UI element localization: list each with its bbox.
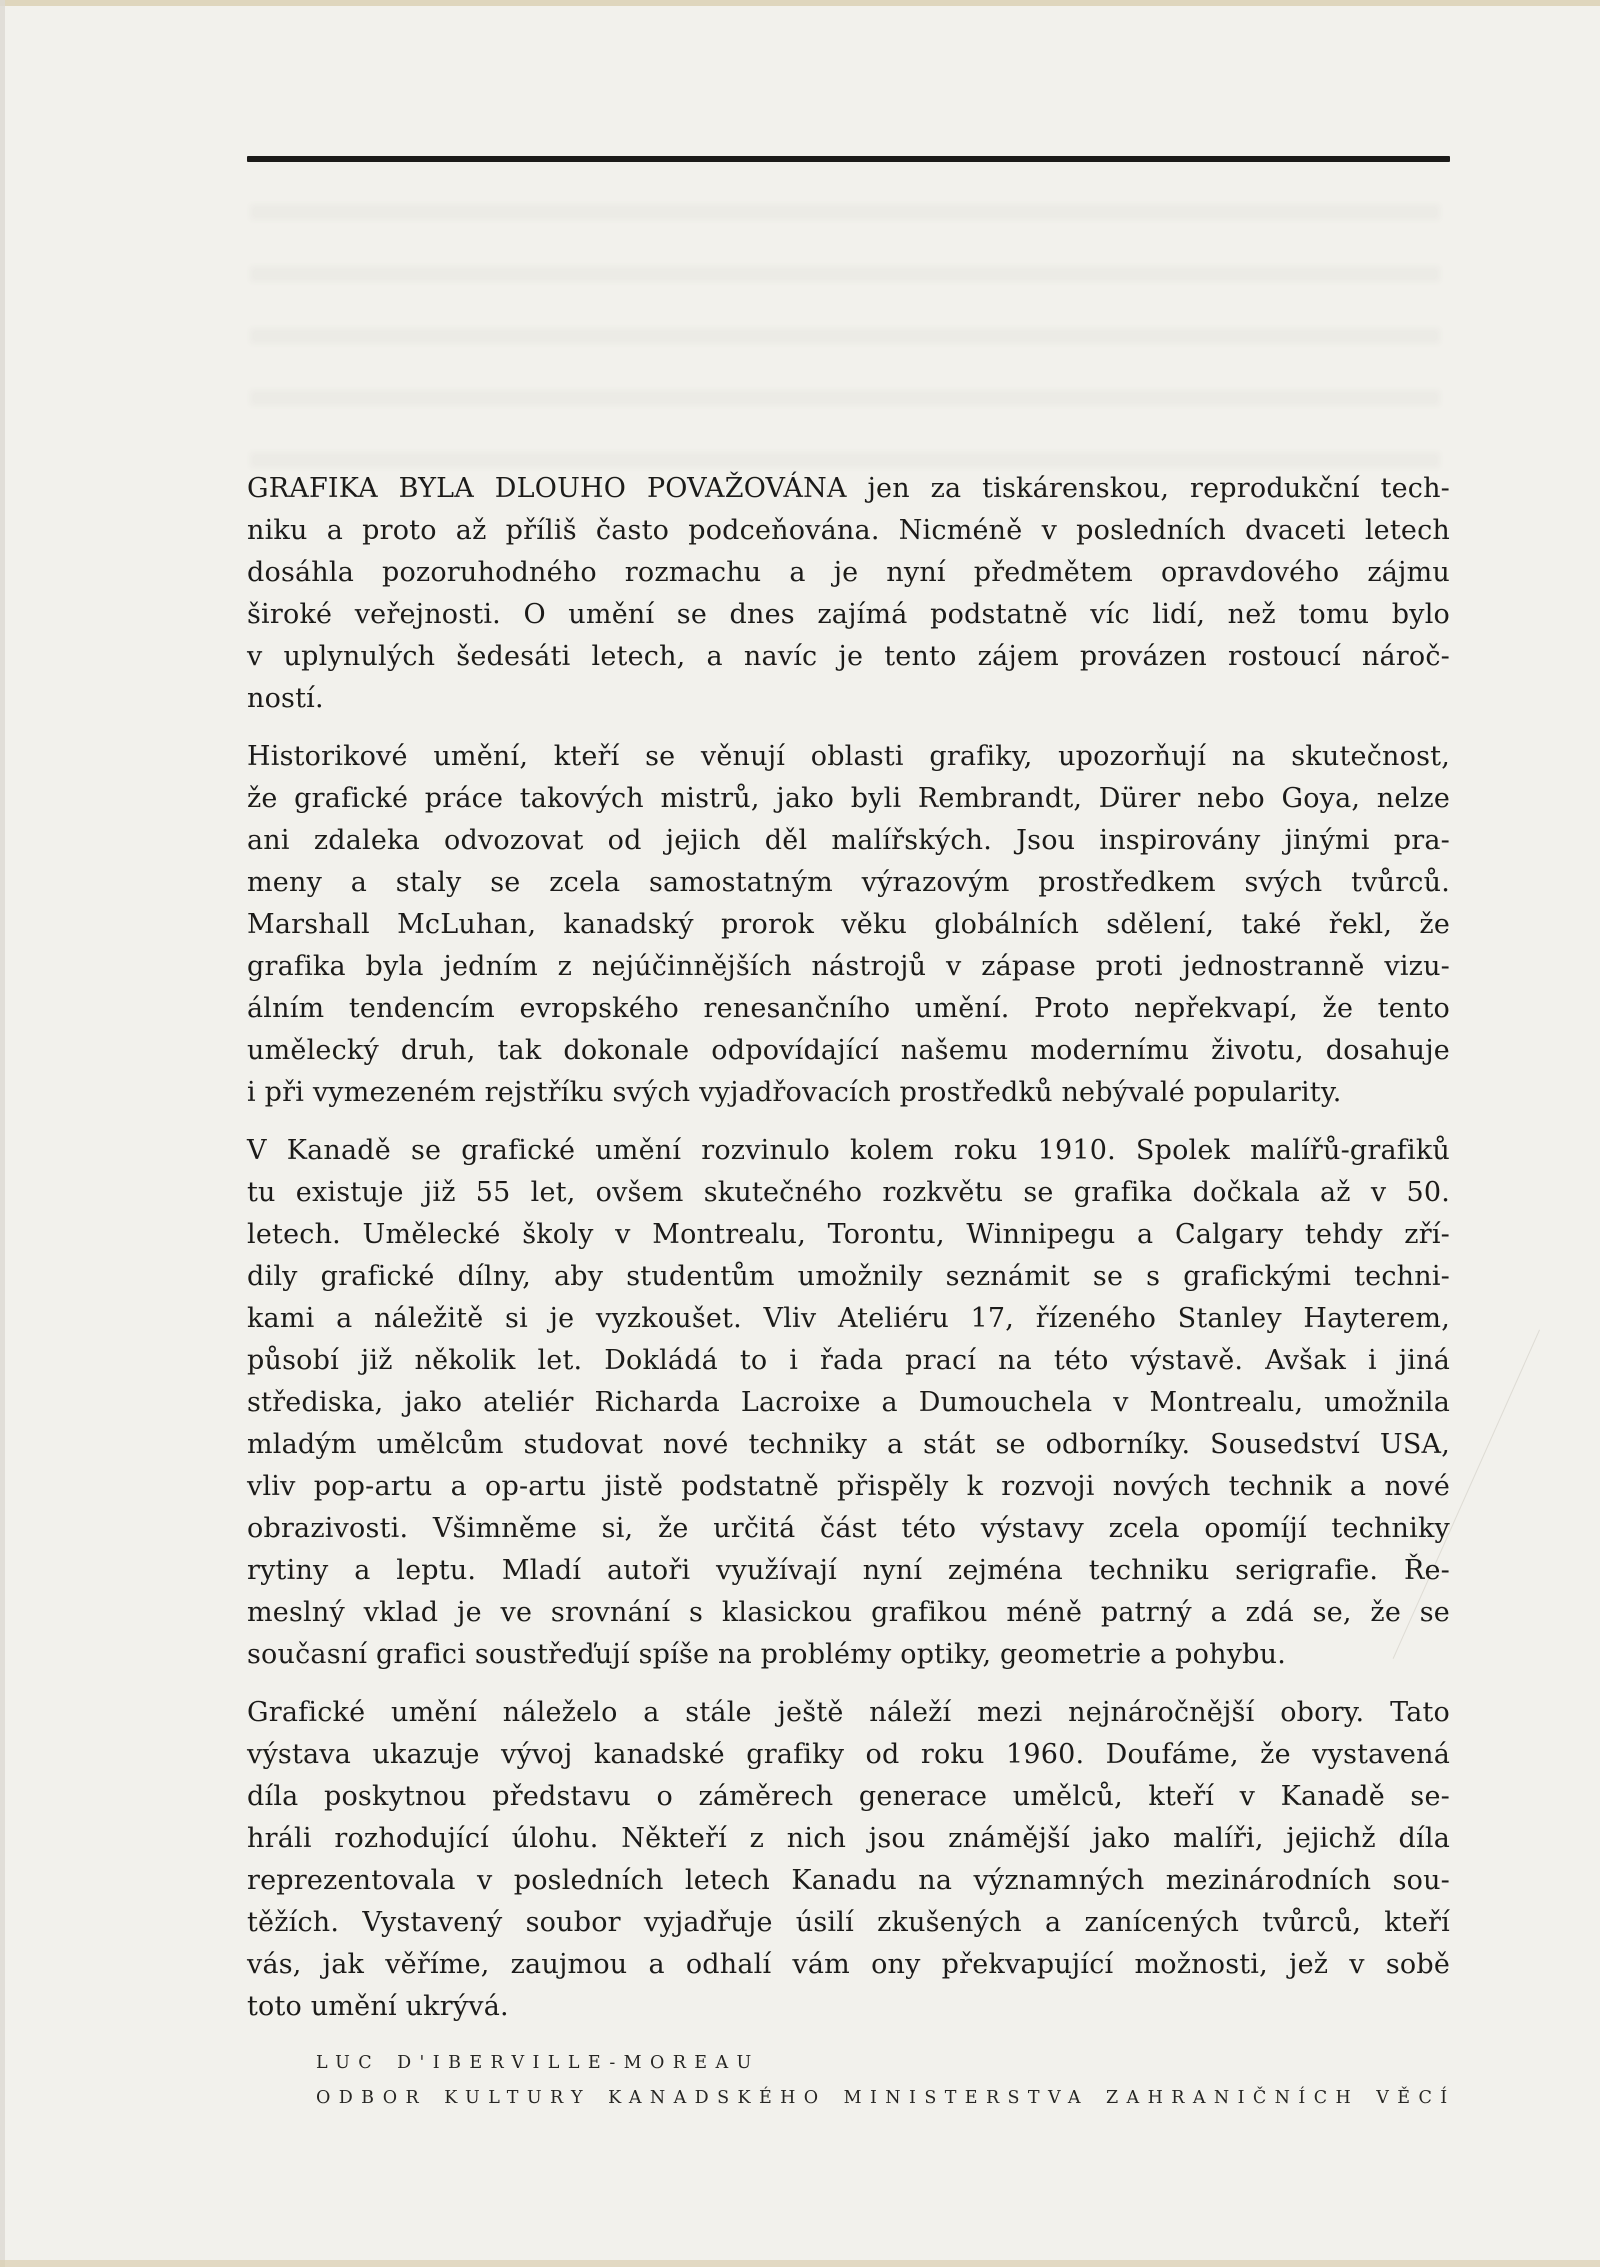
text-line: umělecký druh, tak dokonale odpovídající našemu modernímu životu, dosahuje [247, 1035, 1450, 1066]
text-line: obrazivosti. Všimněme si, že určitá část této výstavy zcela opomíjí techniky [247, 1513, 1450, 1544]
text-line: hráli rozhodující úlohu. Někteří z nich jsou známější jako malíři, jejichž díla [247, 1823, 1450, 1854]
text-line: reprezentovala v posledních letech Kanadu na významných mezinárodních sou- [247, 1865, 1450, 1896]
text-line: rytiny a leptu. Mladí autoři využívají nyní zejména techniku serigrafie. Ře- [247, 1555, 1450, 1586]
top-horizontal-rule [247, 156, 1450, 162]
text-line: dily grafické dílny, aby studentům umožnily seznámit se s grafickými techni- [247, 1261, 1450, 1292]
text-line: i při vymezeném rejstříku svých vyjadřovacích prostředků nebývalé popularity. [247, 1077, 1342, 1108]
signature-author: LUC D'IBERVILLE-MOREAU [316, 2053, 760, 2073]
text-line: střediska, jako ateliér Richarda Lacroixe a Dumouchela v Montrealu, umožnila [247, 1387, 1450, 1418]
text-line: toto umění ukrývá. [247, 1991, 509, 2022]
signature-department: ODBOR KULTURY KANADSKÉHO MINISTERSTVA ZAHRANIČNÍCH VĚCÍ [316, 2088, 1456, 2108]
text-line: meny a staly se zcela samostatným výrazovým prostředkem svých tvůrců. [247, 867, 1450, 898]
text-line: letech. Umělecké školy v Montrealu, Torontu, Winnipegu a Calgary tehdy zří- [247, 1219, 1450, 1250]
text-line: álním tendencím evropského renesančního umění. Proto nepřekvapí, že tento [247, 993, 1450, 1024]
text-line: působí již několik let. Dokládá to i řada prací na této výstavě. Avšak i jiná [247, 1345, 1450, 1376]
text-line: výstava ukazuje vývoj kanadské grafiky od roku 1960. Doufáme, že vystavená [247, 1739, 1450, 1770]
text-line: ností. [247, 683, 324, 714]
text-line: dosáhla pozoruhodného rozmachu a je nyní předmětem opravdového zájmu [247, 557, 1450, 588]
text-line: vás, jak věříme, zaujmou a odhalí vám ony překvapující možnosti, jež v sobě [247, 1949, 1450, 1980]
signature-block [316, 2046, 1476, 2116]
body-paragraph-2 [247, 736, 1450, 1114]
body-paragraph-1 [247, 468, 1450, 720]
text-line: tu existuje již 55 let, ovšem skutečného rozkvětu se grafika dočkala až v 50. [247, 1177, 1450, 1208]
text-line: díla poskytnou představu o záměrech generace umělců, kteří v Kanadě se- [247, 1781, 1450, 1812]
text-line: meslný vklad je ve srovnání s klasickou grafikou méně patrný a zdá se, že se [247, 1597, 1450, 1628]
text-line: mladým umělcům studovat nové techniky a stát se odborníky. Sousedství USA, [247, 1429, 1450, 1460]
scan-edge-top [0, 0, 1600, 6]
body-text [247, 468, 1450, 2044]
body-paragraph-3 [247, 1130, 1450, 1676]
scan-edge-left [0, 0, 5, 2267]
text-line: Grafické umění náleželo a stále ještě náleží mezi nejnáročnější obory. Tato [247, 1697, 1450, 1728]
body-paragraph-4 [247, 1692, 1450, 2028]
text-line: kami a náležitě si je vyzkoušet. Vliv Ateliéru 17, řízeného Stanley Hayterem, [247, 1303, 1450, 1334]
text-line: široké veřejnosti. O umění se dnes zajímá podstatně víc lidí, než tomu bylo [247, 599, 1450, 630]
text-line: grafika byla jedním z nejúčinnějších nástrojů v zápase proti jednostranně vizu- [247, 951, 1450, 982]
text-line: v uplynulých šedesáti letech, a navíc je tento zájem provázen rostoucí nároč- [247, 641, 1450, 672]
text-line: ani zdaleka odvozovat od jejich děl malířských. Jsou inspirovány jinými pra- [247, 825, 1450, 856]
text-line: těžích. Vystavený soubor vyjadřuje úsilí zkušených a zanícených tvůrců, kteří [247, 1907, 1450, 1938]
text-line: Historikové umění, kteří se věnují oblasti grafiky, upozorňují na skutečnost, [247, 741, 1450, 772]
text-line: že grafické práce takových mistrů, jako byli Rembrandt, Dürer nebo Goya, nelze [247, 783, 1450, 814]
text-line: Marshall McLuhan, kanadský prorok věku globálních sdělení, také řekl, že [247, 909, 1450, 940]
reverse-page-bleed-through [250, 190, 1440, 480]
text-line: GRAFIKA BYLA DLOUHO POVAŽOVÁNA jen za tiskárenskou, reprodukční tech- [247, 473, 1450, 504]
scan-edge-bottom [0, 2260, 1600, 2267]
text-line: niku a proto až příliš často podceňována. Nicméně v posledních dvaceti letech [247, 515, 1450, 546]
text-line: vliv pop-artu a op-artu jistě podstatně přispěly k rozvoji nových technik a nové [247, 1471, 1450, 1502]
text-line: V Kanadě se grafické umění rozvinulo kolem roku 1910. Spolek malířů-grafiků [247, 1135, 1450, 1166]
text-line: současní grafici soustřeďují spíše na problémy optiky, geometrie a pohybu. [247, 1639, 1287, 1670]
